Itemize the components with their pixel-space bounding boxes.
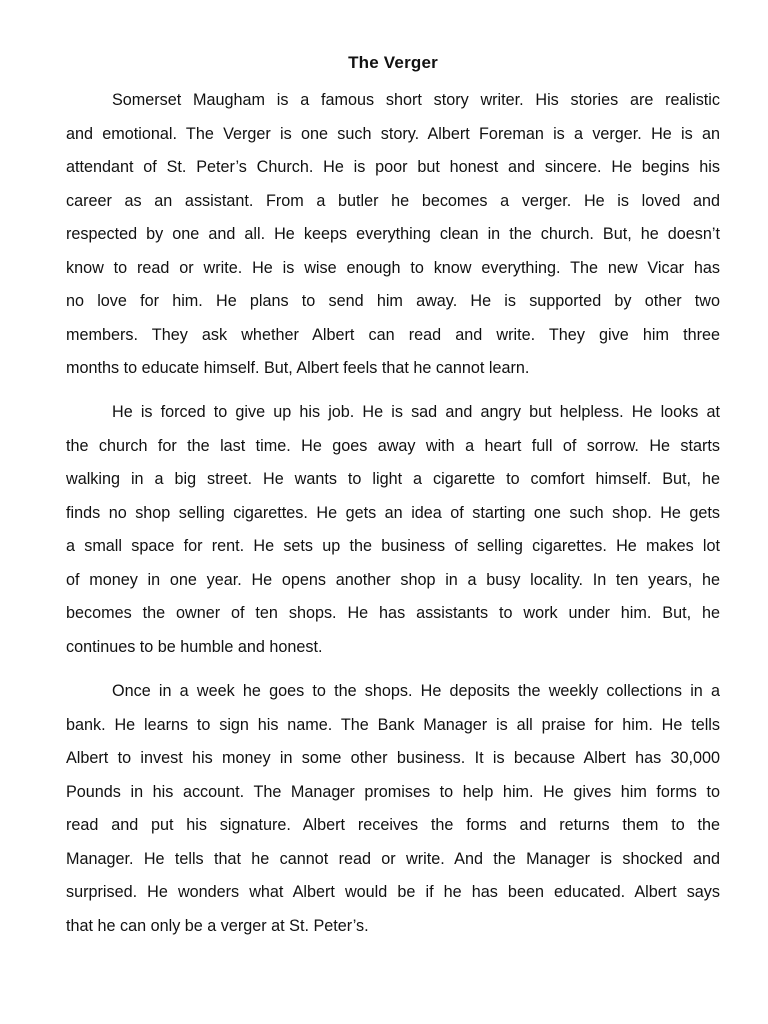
text-line: that he can only be a verger at St. Peter’s. [66, 916, 369, 935]
text-line: Manager. He tells that he cannot read or write. And the Manager is shocked and [66, 849, 720, 868]
text-line: months to educate himself. But, Albert feels that he cannot learn. [66, 359, 530, 377]
text-line: no love for him. He plans to send him away. He is supported by other two [66, 292, 720, 310]
text-line: read and put his signature. Albert receives the forms and returns them to the [66, 816, 720, 834]
text-line: career as an assistant. From a butler he becomes a verger. He is loved and [66, 191, 720, 210]
text-line: attendant of St. Peter’s Church. He is poor but honest and sincere. He begins his [66, 158, 720, 176]
text-line: Somerset Maugham is a famous short story writer. His stories are realistic [112, 91, 720, 109]
text-line: bank. He learns to sign his name. The Bank Manager is all praise for him. He tells [66, 715, 720, 734]
text-line: Pounds in his account. The Manager promises to help him. He gives him forms to [66, 782, 720, 801]
text-line: Albert to invest his money in some other business. It is because Albert has 30,000 [66, 749, 720, 767]
text-line: Once in a week he goes to the shops. He deposits the weekly collections in a [112, 682, 720, 700]
text-line: walking in a big street. He wants to light a cigarette to comfort himself. But, he [66, 470, 720, 488]
text-line: He is forced to give up his job. He is sad and angry but helpless. He looks at [112, 403, 720, 421]
text-line: finds no shop selling cigarettes. He gets an idea of starting one such shop. He gets [66, 503, 720, 522]
text-line: of money in one year. He opens another shop in a busy locality. In ten years, he [66, 570, 720, 589]
text-line: know to read or write. He is wise enough to know everything. The new Vicar has [66, 258, 720, 277]
text-line: a small space for rent. He sets up the business of selling cigarettes. He makes lot [66, 537, 720, 555]
text-line: the church for the last time. He goes away with a heart full of sorrow. He starts [66, 436, 720, 455]
paragraph-1 [66, 84, 720, 386]
text-line: surprised. He wonders what Albert would be if he has been educated. Albert says [66, 883, 720, 901]
paragraph-3 [66, 675, 720, 943]
text-line: and emotional. The Verger is one such story. Albert Foreman is a verger. He is an [66, 124, 720, 143]
text-line: continues to be humble and honest. [66, 637, 323, 656]
text-line: respected by one and all. He keeps everything clean in the church. But, he doesn’t [66, 225, 720, 243]
text-line: members. They ask whether Albert can read and write. They give him three [66, 325, 720, 344]
text-line: becomes the owner of ten shops. He has assistants to work under him. But, he [66, 604, 720, 622]
document-title: The Verger [348, 53, 438, 72]
paragraph-2 [66, 396, 720, 664]
